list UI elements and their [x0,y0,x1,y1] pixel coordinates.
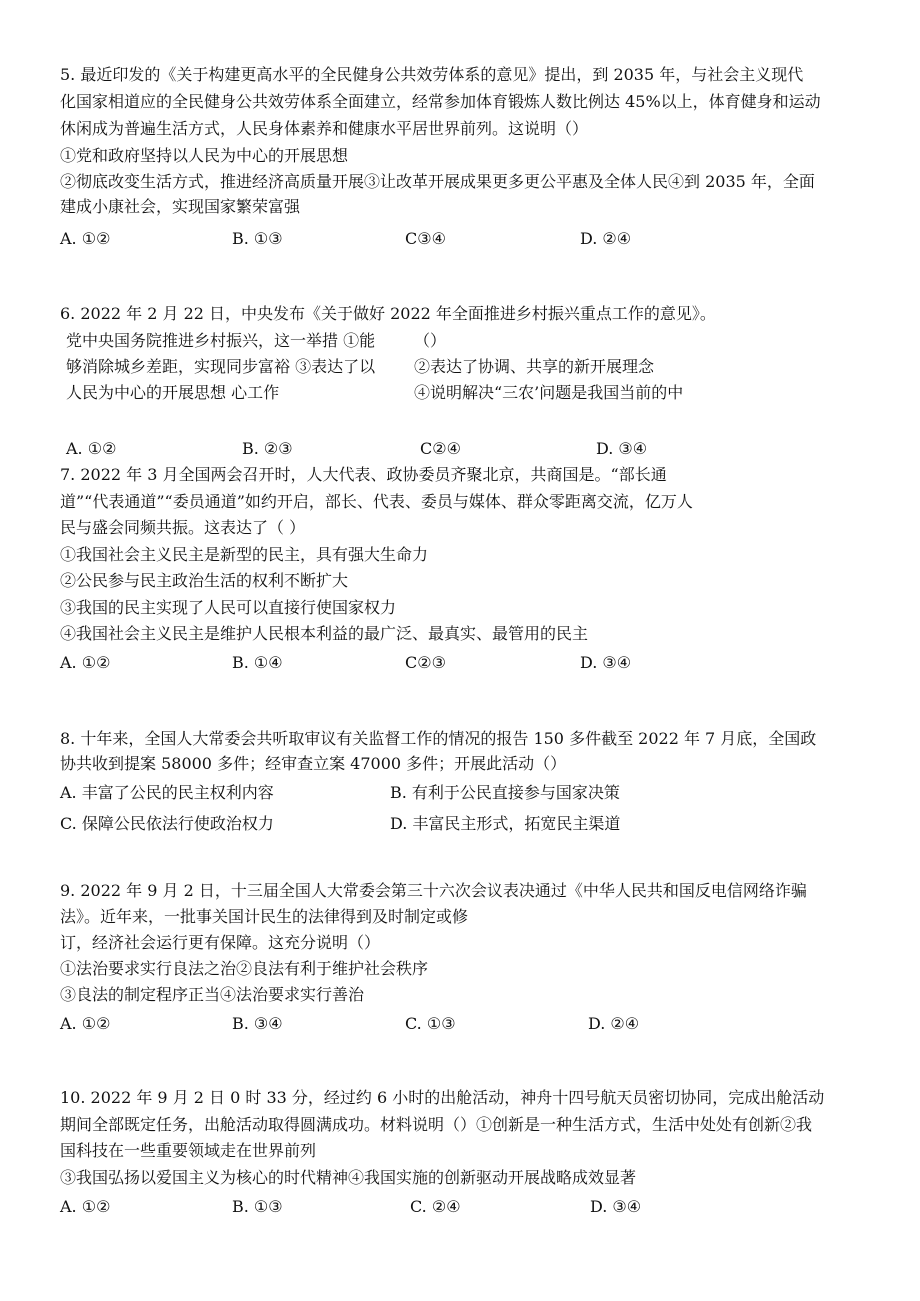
q10-option-d[interactable]: D. ③④ [590,1197,642,1216]
q9-stem-line-1: 9. 2022 年 9 月 2 日，十三届全国人大常委会第三十六次会议表决通过《中华人民共和国反电信网络诈骗 [60,881,807,900]
q9-choice-1-2: ①法治要求实行良法之治②良法有利于维护社会秩序 [60,959,429,978]
q8-stem-line-1: 8. 十年来，全国人大常委会共听取审议有关监督工作的情况的报告 150 多件截至 2022 年 7 月底，全国政 [60,729,817,748]
q6-option-a[interactable]: A. ①② [66,439,117,458]
q7-option-d[interactable]: D. ③④ [580,653,632,672]
q10-stem-line-3: 国科技在一些重要领域走在世界前列 [60,1141,317,1160]
q5-choice-2-3-4: ②彻底改变生活方式，推进经济高质量开展③让改革开展成果更多更公平惠及全体人民④到 2035 年，全面 [60,172,815,191]
q10-option-a[interactable]: A. ①② [60,1197,111,1216]
q8-option-c[interactable]: C. 保障公民依法行使政治权力 [60,814,274,833]
q7-option-a[interactable]: A. ①② [60,653,111,672]
q6-stem-line-1: 6. 2022 年 2 月 22 日，中央发布《关于做好 2022 年全面推进乡村振兴重点工作的意见》。 [60,304,716,323]
q6-option-c[interactable]: C②④ [420,439,461,458]
q6-option-b[interactable]: B. ②③ [242,439,293,458]
q7-stem-line-2: 道”“代表通道”“委员通道”如约开启，部长、代表、委员与媒体、群众零距离交流，亿万人 [60,492,693,511]
q6-choice-4: ④说明解决“三农’问题是我国当前的中 [414,383,684,402]
q6-answer-blank: （） [414,331,447,350]
q9-option-d[interactable]: D. ②④ [588,1014,640,1033]
q10-option-b[interactable]: B. ①③ [232,1197,283,1216]
q6-choice-2: ②表达了协调、共享的新开展理念 [414,357,655,376]
q6-stem-line-2: 党中央国务院推进乡村振兴，这一举措 ①能 [66,331,376,350]
q10-stem-line-1: 10. 2022 年 9 月 2 日 0 时 33 分，经过约 6 小时的出舱活动，神舟十四号航天员密切协同，完成出舱活动 [60,1088,825,1107]
q9-choice-3-4: ③良法的制定程序正当④法治要求实行善治 [60,985,365,1004]
q10-choice-3-4: ③我国弘扬以爱国主义为核心的时代精神④我国实施的创新驱动开展战略成效显著 [60,1168,637,1187]
q9-option-b[interactable]: B. ③④ [232,1014,283,1033]
q9-stem-line-3: 订，经济社会运行更有保障。这充分说明（） [60,933,381,952]
q7-choice-4: ④我国社会主义民主是维护人民根本利益的最广泛、最真实、最管用的民主 [60,624,589,643]
q8-option-a[interactable]: A. 丰富了公民的民主权利内容 [60,783,274,802]
q6-stem-line-4: 人民为中心的开展思想 心工作 [66,383,280,402]
q8-option-b[interactable]: B. 有利于公民直接参与国家决策 [390,783,620,802]
q5-stem-line-3: 休闲成为普遍生活方式，人民身体素养和健康水平居世界前列。这说明（） [60,119,589,138]
q9-option-c[interactable]: C. ①③ [405,1014,456,1033]
q7-choice-3: ③我国的民主实现了人民可以直接行使国家权力 [60,598,397,617]
q9-option-a[interactable]: A. ①② [60,1014,111,1033]
q5-option-c[interactable]: C③④ [405,229,446,248]
q5-choice-1: ①党和政府坚持以人民为中心的开展思想 [60,146,349,165]
q6-stem-line-3: 够消除城乡差距，实现同步富裕 ③表达了以 [66,357,376,376]
q7-option-b[interactable]: B. ①④ [232,653,283,672]
q5-option-b[interactable]: B. ①③ [232,229,283,248]
q5-stem-line-2: 化国家相道应的全民健身公共效劳体系全面建立，经常参加体育锻炼人数比例达 45%以上，体育健身和运动 [60,92,821,111]
q10-option-c[interactable]: C. ②④ [410,1197,461,1216]
q9-stem-line-2: 法》。近年来，一批事关国计民生的法律得到及时制定或修 [60,907,469,926]
q7-stem-line-1: 7. 2022 年 3 月全国两会召开时，人大代表、政协委员齐聚北京，共商国是。“部长通 [60,465,667,484]
q7-choice-2: ②公民参与民主政治生活的权利不断扩大 [60,571,349,590]
q5-option-a[interactable]: A. ①② [60,229,111,248]
q7-choice-1: ①我国社会主义民主是新型的民主，具有强大生命力 [60,545,429,564]
q5-choice-4-cont: 建成小康社会，实现国家繁荣富强 [60,197,301,216]
q5-option-d[interactable]: D. ②④ [580,229,632,248]
q10-stem-line-2: 期间全部既定任务，出舱活动取得圆满成功。材料说明（）①创新是一种生活方式，生活中处处有创新②我 [60,1115,813,1134]
q8-option-d[interactable]: D. 丰富民主形式，拓宽民主渠道 [390,814,621,833]
q6-option-d[interactable]: D. ③④ [596,439,648,458]
q7-option-c[interactable]: C②③ [405,653,446,672]
q7-stem-line-3: 民与盛会同频共振。这表达了（ ） [60,518,306,537]
q8-stem-line-2: 协共收到提案 58000 多件；经审查立案 47000 多件；开展此活动（） [60,754,567,773]
q5-stem-line-1: 5. 最近印发的《关于构建更高水平的全民健身公共效劳体系的意见》提出，到 2035 年，与社会主义现代 [60,65,804,84]
